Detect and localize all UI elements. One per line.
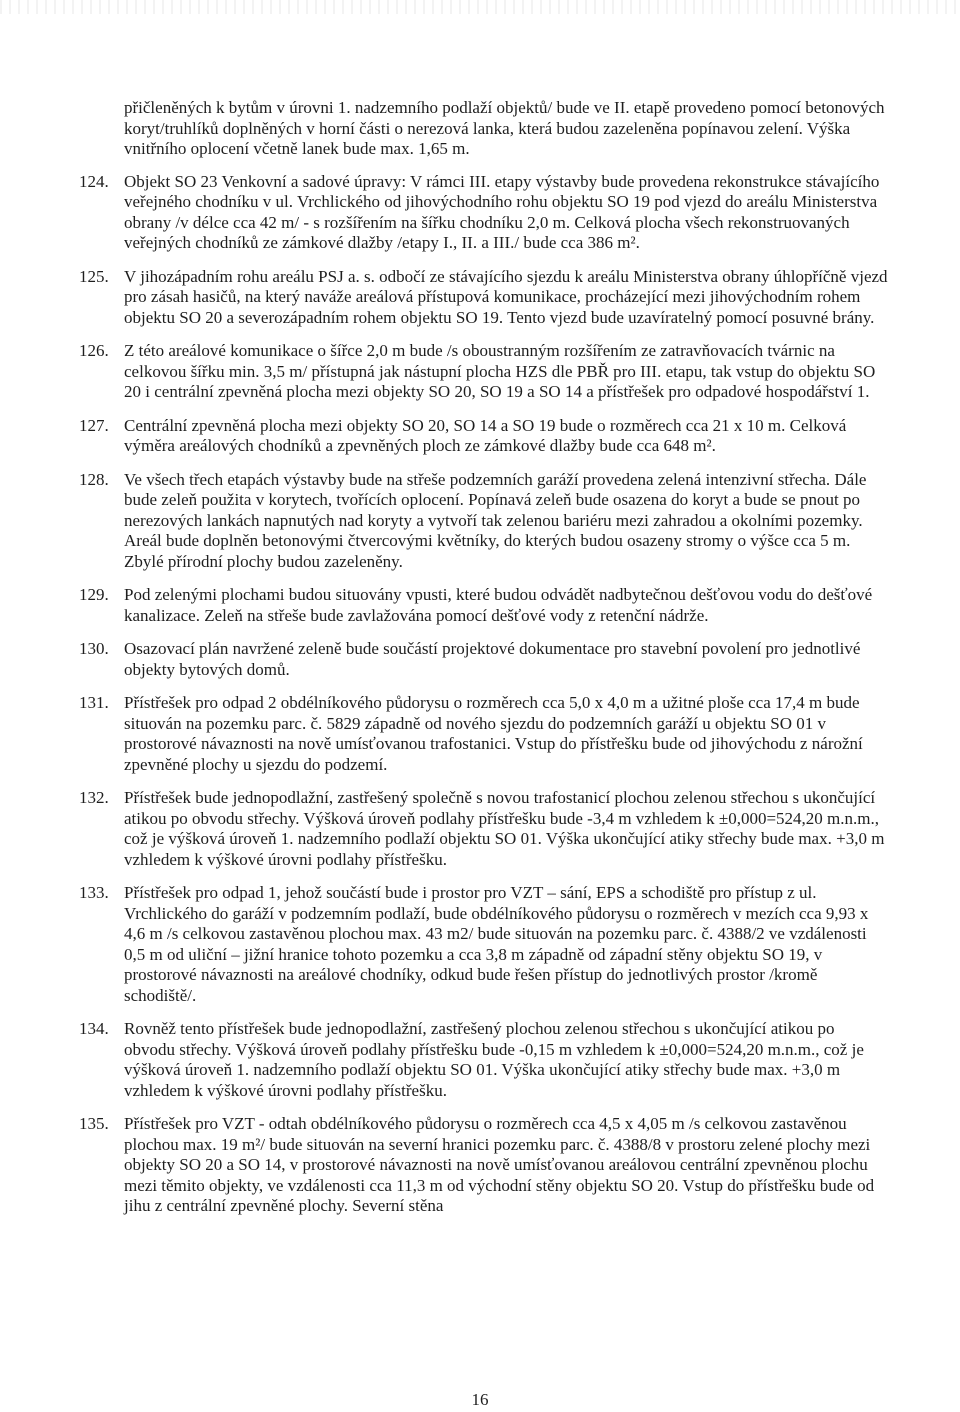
item-number: 134. <box>79 1019 109 1038</box>
item-text: Pod zelenými plochami budou situovány vpusti, které budou odvádět nadbytečnou dešťovou vodu do dešťové kanalizace. Zeleň na střeše bude zavlažována pomocí dešťové vody z retenční nádrže. <box>124 585 873 625</box>
item-text: Rovněž tento přístřešek bude jednopodlažní, zastřešený plochou zelenou střechou s ukončující atikou po obvodu střechy. Výšková úroveň podlahy přístřešku bude -0,15 m vzhledem k ±0,000=524,20 m.n.m., což je výšková úroveň 1. nadzemního podlaží objektu SO 01. Výška ukončující atiky střechy bude max. +3,0 m vzhledem k výškové úrovni podlahy přístřešku. <box>124 1019 864 1100</box>
list-item-131 <box>79 693 888 775</box>
item-number: 130. <box>79 639 109 658</box>
item-text: Přístřešek pro VZT - odtah obdélníkového půdorysu o rozměrech cca 4,5 x 4,05 m /s celkovou zastavěnou plochou max. 19 m²/ bude situován na severní hranici pozemku parc. č. 4388/8 v prostoru zelené plochy mezi objekty SO 20 a SO 14, v prostorové návaznosti na nově umísťovanou areálovou centrální zpevněnou plochu mezi těmito objekty, ve vzdálenosti cca 11,3 m od východní stěny objektu SO 20. Vstup do přístřešku bude od jihu z centrální zpevněné plochy. Severní stěna <box>124 1114 875 1215</box>
item-text: Přístřešek bude jednopodlažní, zastřešený společně s novou trafostanicí plochou zelenou střechou s ukončující atikou po obvodu střechy. Výšková úroveň podlahy přístřešku bude -3,4 m vzhledem k ±0,000=524,20 m.n.m., což je výšková úroveň 1. nadzemního podlaží objektu SO 01. Výška ukončující atiky střechy bude max. +3,0 m vzhledem k výškové úrovni podlahy přístřešku. <box>124 788 885 869</box>
list-item-129 <box>79 585 888 626</box>
list-item-128 <box>79 469 888 573</box>
list-item-133 <box>79 883 888 1006</box>
item-number: 131. <box>79 693 109 712</box>
item-number: 132. <box>79 788 109 807</box>
item-number: 126. <box>79 341 109 360</box>
list-item-127 <box>79 415 888 457</box>
item-text: Ve všech třech etapách výstavby bude na střeše podzemních garáží provedena zelená intenzivní střecha. Dále bude zeleň použita v korytech, tvořících oplocení. Popínavá zeleň bude osazena do koryt a bude se pnout po nerezových lankách napnutých nad koryty a vytvoří tak zelenou bariéru mezi zahradou a okolními pozemky. Areál bude doplněn betonovými čtvercovými květníky, do kterých budou osazeny stromy o výšce cca 5 m. Zbylé přírodní plochy budou zazeleněny. <box>124 469 867 571</box>
item-number: 129. <box>79 585 109 604</box>
item-text: Z této areálové komunikace o šířce 2,0 m bude /s oboustranným rozšířením ze zatravňovacích tvárnic na celkovou šířku min. 3,5 m/ přístupná jak nástupní plocha HZS dle PBŘ pro III. etapu, tak vstup do objektu SO 20 i centrální zpevněná plocha mezi objekty SO 20, SO 19 a SO 14 a přístřešek pro odpadové hospodářství 1. <box>124 341 876 401</box>
item-number: 135. <box>79 1114 109 1133</box>
list-item-132 <box>79 788 888 870</box>
list-item-135 <box>79 1114 888 1217</box>
list-item-125 <box>79 266 888 329</box>
item-number: 133. <box>79 883 109 902</box>
item-text: Přístřešek pro odpad 1, jehož součástí bude i prostor pro VZT – sání, EPS a schodiště pro přístup z ul. Vrchlického do garáží v podzemním podlaží, bude obdélníkového půdorysu o rozměrech v mezích cca 9,93 x 4,6 m /s celkovou zastavěnou plochou max. 43 m2/ bude situován na pozemku parc. č. 4388/2 ve vzdálenosti 0,5 m od uliční – jižní hranice tohoto pozemku a cca 3,8 m západně od západní stěny objektu SO 19, v prostorové návaznosti na areálové chodníky, odkud bude řešen přístup do jednotlivých prostor /kromě schodiště/. <box>124 883 869 1005</box>
item-number: 125. <box>79 266 109 286</box>
item-number: 127. <box>79 415 109 435</box>
item-text: Objekt SO 23 Venkovní a sadové úpravy: V rámci III. etapy výstavby bude provedena rekonstrukce stávajícího veřejného chodníku v ul. Vrchlického od jihovýchodního rohu objektu SO 19 pod vjezd do areálu Ministerstva obrany /v délce cca 42 m/ - s rozšířením na šířku chodníku 2,0 m. Celková plocha všech rekonstruovaných veřejných chodníků ze zámkové dlažby /etapy I., II. a III./ bude cca 386 m². <box>124 171 880 252</box>
item-number: 128. <box>79 469 109 489</box>
list-item-130 <box>79 639 888 680</box>
scan-edge-artifact <box>0 0 960 14</box>
page-number: 16 <box>471 1390 489 1409</box>
list-item-124 <box>79 171 888 254</box>
item-text: Přístřešek pro odpad 2 obdélníkového půdorysu o rozměrech cca 5,0 x 4,0 m a užitné ploše cca 17,4 m bude situován na pozemku parc. č. 5829 západně od nového sjezdu do podzemních garáží u objektu SO 01 v prostorové návaznosti na nově umísťovanou trafostanici. Vstup do přístřešku bude od jihovýchodu z nárožní zpevněné plochy u sjezdu do podzemí. <box>124 693 863 774</box>
item-text: Osazovací plán navržené zeleně bude součástí projektové dokumentace pro stavební povolení pro jednotlivé objekty bytových domů. <box>124 639 861 679</box>
item-number: 124. <box>79 171 109 191</box>
intro-paragraph: přičleněných k bytům v úrovni 1. nadzemního podlaží objektů/ bude ve II. etapě provedeno pomocí betonových koryt/truhlíků doplněných v horní části o nerezová lanka, která budou zazeleněna popínavou zelení. Výška vnitřního oplocení včetně lanek bude max. 1,65 m. <box>124 98 885 158</box>
item-text: V jihozápadním rohu areálu PSJ a. s. odbočí ze stávajícího sjezdu k areálu Ministerstva obrany úhlopříčně vjezd pro zásah hasičů, na který naváže areálová přístupová komunikace, procházející mezi jihovýchodním rohem objektu SO 20 a severozápadním rohem objektu SO 19. Tento vjezd bude uzavíratelný pomocí posuvné brány. <box>124 266 888 327</box>
numbered-list <box>79 171 888 1217</box>
item-text: Centrální zpevněná plocha mezi objekty SO 20, SO 14 a SO 19 bude o rozměrech cca 21 x 10 m. Celková výměra areálových chodníků a zpevněných ploch ze zámkové dlažby bude cca 648 m². <box>124 415 847 455</box>
list-item-126 <box>79 341 888 403</box>
list-item-134 <box>79 1019 888 1101</box>
